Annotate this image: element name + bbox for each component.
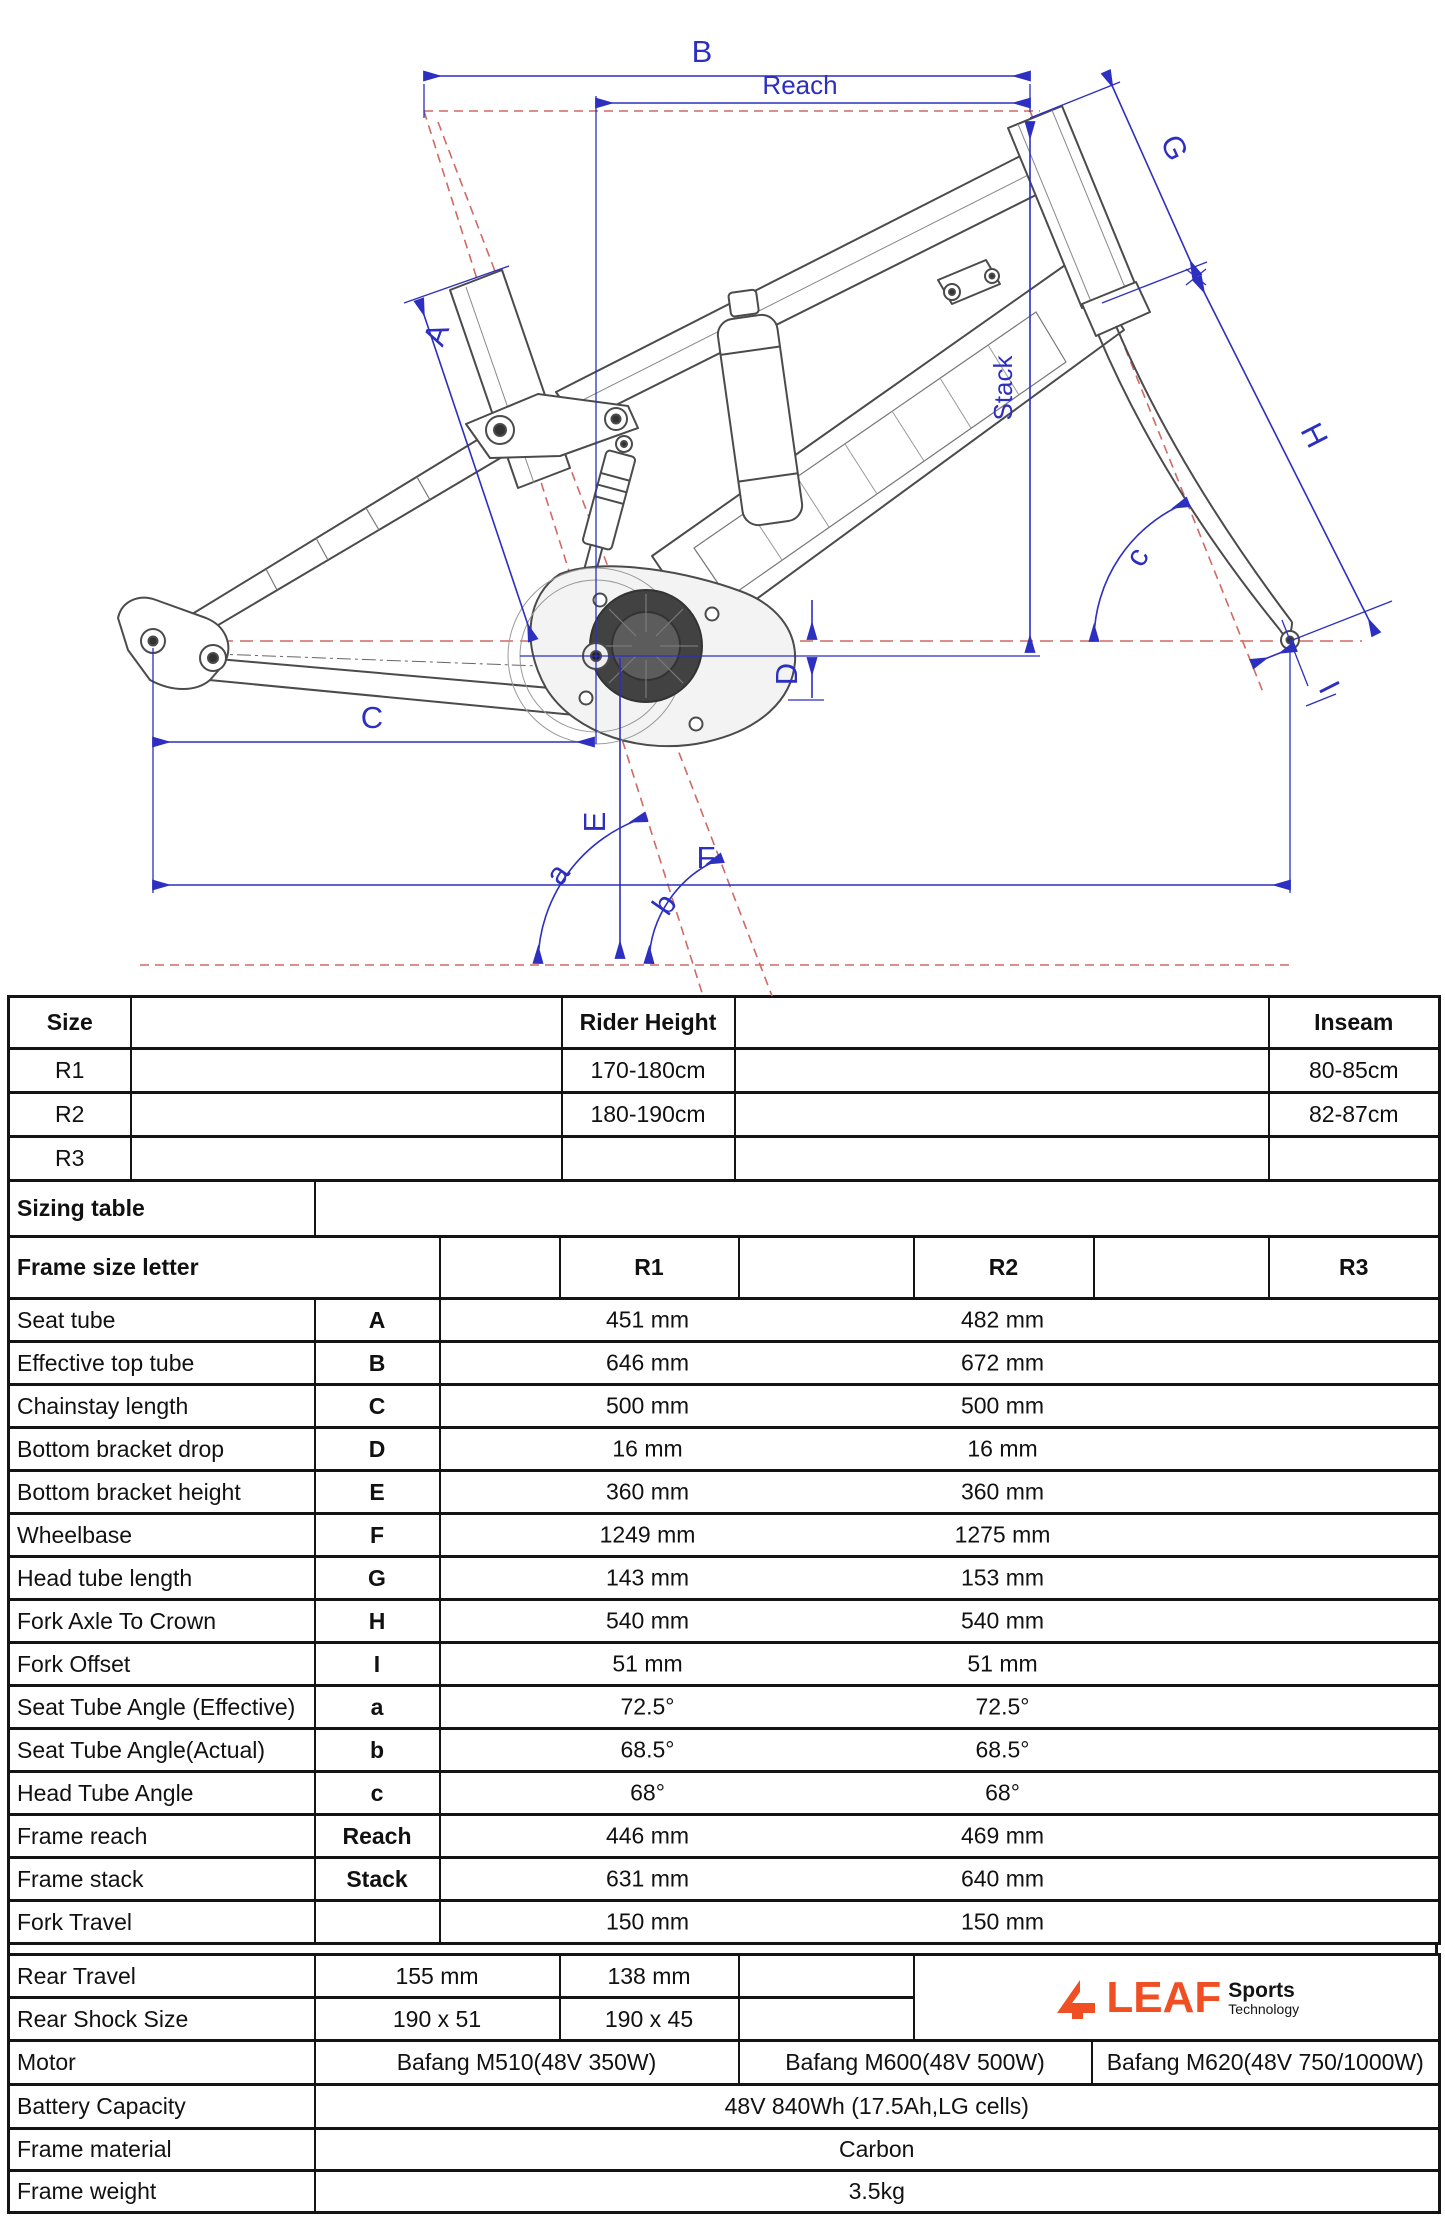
- empty-cell: [739, 1955, 914, 1998]
- dim-angle-c: [1094, 502, 1188, 641]
- geometry-label: Bottom bracket drop: [9, 1428, 315, 1471]
- geometry-label: Fork Travel: [9, 1901, 315, 1944]
- geometry-row: [9, 1342, 1440, 1385]
- empty-cell: [735, 1093, 1269, 1137]
- geometry-label: Frame stack: [9, 1858, 315, 1901]
- value-r1: 1249 mm: [599, 1521, 696, 1548]
- label-a: a: [538, 856, 577, 892]
- value-r2: 1275 mm: [954, 1521, 1051, 1548]
- geometry-label: Frame reach: [9, 1815, 315, 1858]
- geometry-letter: C: [315, 1385, 440, 1428]
- rider-size-table: [7, 995, 1441, 1182]
- seatstay: [166, 426, 514, 650]
- value-r1: 446 mm: [605, 1822, 690, 1849]
- rear-spec-table: [7, 1953, 1441, 2042]
- geometry-values: [440, 1428, 1440, 1471]
- geometry-letter: Reach: [315, 1815, 440, 1858]
- rear-shock-v1: 190 x 51: [315, 1998, 560, 2041]
- head-tube: [1008, 106, 1136, 308]
- battery-value: 48V 840Wh (17.5Ah,LG cells): [315, 2085, 1440, 2129]
- motor-option-3: Bafang M620(48V 750/1000W): [1092, 2041, 1440, 2085]
- brand-sub1: Sports: [1228, 1978, 1295, 2002]
- geometry-row: [9, 1729, 1440, 1772]
- geometry-letter: F: [315, 1514, 440, 1557]
- geometry-label: Seat Tube Angle (Effective): [9, 1686, 315, 1729]
- empty-cell: [131, 1093, 562, 1137]
- dim-I: [1252, 647, 1295, 664]
- geometry-values: [440, 1643, 1440, 1686]
- geometry-row: [9, 1815, 1440, 1858]
- empty-cell: [1094, 1237, 1269, 1299]
- col-header-r1: R1: [560, 1237, 739, 1299]
- geometry-values: [440, 1600, 1440, 1643]
- geometry-values: [440, 1471, 1440, 1514]
- empty-cell: [131, 997, 562, 1049]
- geometry-label: Head Tube Angle: [9, 1772, 315, 1815]
- geometry-values: [440, 1772, 1440, 1815]
- empty-cell: [735, 997, 1269, 1049]
- rear-travel-row: [9, 1955, 1440, 1998]
- geometry-row: [9, 1557, 1440, 1600]
- brand-logo-cell: [914, 1955, 1440, 2041]
- dim-H: [1197, 278, 1376, 634]
- empty-cell: [735, 1049, 1269, 1093]
- value-r1: 360 mm: [605, 1478, 690, 1505]
- geometry-letter: A: [315, 1299, 440, 1342]
- value-r2: 16 mm: [967, 1435, 1038, 1462]
- col-header-r3: R3: [1269, 1237, 1440, 1299]
- label-D: D: [769, 662, 804, 686]
- rear-travel-v1: 155 mm: [315, 1955, 560, 1998]
- label-E: E: [577, 811, 612, 833]
- value-r2: 469 mm: [960, 1822, 1045, 1849]
- sizing-table-title: [7, 1179, 1441, 1238]
- value-r2: 72.5°: [975, 1693, 1030, 1720]
- value-r2: 540 mm: [960, 1607, 1045, 1634]
- rear-travel-label: Rear Travel: [9, 1955, 315, 1998]
- inseam-cell: [1269, 1137, 1440, 1181]
- battery-row: [9, 2085, 1440, 2129]
- bike-frame-geometry-diagram: [0, 0, 1445, 998]
- brand-name: LEAF: [1106, 1972, 1222, 2022]
- value-r1: 16 mm: [612, 1435, 683, 1462]
- value-r1: 68°: [630, 1779, 665, 1806]
- label-F: F: [696, 840, 716, 875]
- geometry-row: [9, 1514, 1440, 1557]
- size-cell: R2: [9, 1093, 131, 1137]
- value-r1: 72.5°: [620, 1693, 675, 1720]
- geometry-letter: b: [315, 1729, 440, 1772]
- geometry-letter: D: [315, 1428, 440, 1471]
- col-header-r2: R2: [914, 1237, 1094, 1299]
- geometry-values: [440, 1557, 1440, 1600]
- geometry-letter: c: [315, 1772, 440, 1815]
- sizing-table-title-cell: Sizing table: [9, 1181, 315, 1237]
- frame-diagram-area: [0, 0, 1445, 998]
- label-G: G: [1153, 129, 1196, 166]
- value-r1: 51 mm: [612, 1650, 683, 1677]
- geometry-values: [440, 1385, 1440, 1428]
- dim-angle-a: [538, 817, 646, 963]
- frame-material-value: Carbon: [315, 2129, 1440, 2171]
- value-r1: 68.5°: [620, 1736, 675, 1763]
- value-r1: 631 mm: [605, 1865, 690, 1892]
- motor-option-2: Bafang M600(48V 500W): [739, 2041, 1092, 2085]
- label-c: c: [1117, 541, 1156, 573]
- geometry-values: [440, 1514, 1440, 1557]
- geometry-label: Seat Tube Angle(Actual): [9, 1729, 315, 1772]
- geometry-row: [9, 1600, 1440, 1643]
- geometry-row: [9, 1428, 1440, 1471]
- geometry-label: Effective top tube: [9, 1342, 315, 1385]
- value-r1: 500 mm: [605, 1392, 690, 1419]
- empty-cell: [739, 1237, 914, 1299]
- empty-cell: [440, 1237, 560, 1299]
- spec-tables: [7, 995, 1438, 2214]
- geometry-label: Bottom bracket height: [9, 1471, 315, 1514]
- value-r2: 150 mm: [960, 1908, 1045, 1935]
- value-r2: 153 mm: [960, 1564, 1045, 1591]
- empty-cell: [739, 1998, 914, 2041]
- frame-size-header: [7, 1235, 1441, 1300]
- geometry-letter: Stack: [315, 1858, 440, 1901]
- size-row-r1: [9, 1049, 1440, 1093]
- brand-logo: [915, 1972, 1439, 2022]
- general-spec-table: [7, 2083, 1441, 2214]
- battery-label: Battery Capacity: [9, 2085, 315, 2129]
- empty-cell: [131, 1137, 562, 1181]
- geometry-label: Wheelbase: [9, 1514, 315, 1557]
- label-reach: Reach: [762, 70, 838, 100]
- rider-height-cell: 180-190cm: [562, 1093, 735, 1137]
- inseam-header: Inseam: [1269, 997, 1440, 1049]
- label-I: I: [1311, 675, 1347, 700]
- label-C: C: [360, 700, 384, 735]
- geometry-letter: I: [315, 1643, 440, 1686]
- inseam-cell: 80-85cm: [1269, 1049, 1440, 1093]
- geometry-values: [440, 1342, 1440, 1385]
- geometry-row: [9, 1858, 1440, 1901]
- geometry-label: Fork Offset: [9, 1643, 315, 1686]
- motor-row: [9, 2041, 1440, 2085]
- geometry-values: [440, 1686, 1440, 1729]
- size-cell: R1: [9, 1049, 131, 1093]
- value-r1: 150 mm: [605, 1908, 690, 1935]
- geometry-row: [9, 1901, 1440, 1944]
- inseam-cell: 82-87cm: [1269, 1093, 1440, 1137]
- motor-label: Motor: [9, 2041, 315, 2085]
- value-r2: 500 mm: [960, 1392, 1045, 1419]
- value-r1: 646 mm: [605, 1349, 690, 1376]
- geometry-values: [440, 1299, 1440, 1342]
- value-r2: 482 mm: [960, 1306, 1045, 1333]
- frame-weight-row: [9, 2171, 1440, 2213]
- label-H: H: [1293, 417, 1336, 454]
- value-r2: 51 mm: [967, 1650, 1038, 1677]
- brand-sub2: Technology: [1228, 2000, 1300, 2017]
- fork-blade: [1098, 334, 1280, 630]
- rider-height-header: Rider Height: [562, 997, 735, 1049]
- value-r2: 68°: [985, 1779, 1020, 1806]
- label-A: A: [416, 318, 457, 351]
- motor-table: [7, 2039, 1441, 2086]
- label-b: b: [645, 886, 684, 922]
- value-r2: 68.5°: [975, 1736, 1030, 1763]
- geometry-row: [9, 1772, 1440, 1815]
- frame-weight-value: 3.5kg: [315, 2171, 1440, 2213]
- value-r1: 143 mm: [605, 1564, 690, 1591]
- empty-cell: [735, 1137, 1269, 1181]
- geometry-row: [9, 1643, 1440, 1686]
- empty-cell: [315, 1181, 1440, 1237]
- geometry-label: Fork Axle To Crown: [9, 1600, 315, 1643]
- empty-cell: [131, 1049, 562, 1093]
- value-r1: 540 mm: [605, 1607, 690, 1634]
- value-r2: 672 mm: [960, 1349, 1045, 1376]
- rider-height-cell: [562, 1137, 735, 1181]
- geometry-letter: E: [315, 1471, 440, 1514]
- geometry-values: [440, 1729, 1440, 1772]
- rear-shock-label: Rear Shock Size: [9, 1998, 315, 2041]
- geometry-values: [440, 1901, 1440, 1944]
- frame-material-label: Frame material: [9, 2129, 315, 2171]
- geometry-letter: G: [315, 1557, 440, 1600]
- rear-travel-v2: 138 mm: [560, 1955, 739, 1998]
- geometry-row: [9, 1471, 1440, 1514]
- value-r1: 451 mm: [605, 1306, 690, 1333]
- size-header: Size: [9, 997, 131, 1049]
- geometry-values: [440, 1858, 1440, 1901]
- geometry-letter: H: [315, 1600, 440, 1643]
- geometry-label: Seat tube: [9, 1299, 315, 1342]
- frame-weight-label: Frame weight: [9, 2171, 315, 2213]
- value-r2: 640 mm: [960, 1865, 1045, 1892]
- frame-size-letter-header: Frame size letter: [9, 1237, 440, 1299]
- frame-drawing: [118, 106, 1299, 746]
- motor-option-1: Bafang M510(48V 350W): [315, 2041, 739, 2085]
- geometry-letter: B: [315, 1342, 440, 1385]
- logo-4-icon: [1053, 1975, 1099, 2021]
- label-stack: Stack: [988, 355, 1018, 421]
- size-row-r3: [9, 1137, 1440, 1181]
- geometry-letter: a: [315, 1686, 440, 1729]
- size-row-r2: [9, 1093, 1440, 1137]
- geometry-label: Head tube length: [9, 1557, 315, 1600]
- label-B: B: [691, 34, 713, 69]
- geometry-label: Chainstay length: [9, 1385, 315, 1428]
- geometry-row: [9, 1686, 1440, 1729]
- geometry-table: [7, 1297, 1441, 1945]
- geometry-letter: [315, 1901, 440, 1944]
- geometry-values: [440, 1815, 1440, 1858]
- rear-shock-v2: 190 x 45: [560, 1998, 739, 2041]
- size-cell: R3: [9, 1137, 131, 1181]
- rider-height-cell: 170-180cm: [562, 1049, 735, 1093]
- geometry-row: [9, 1299, 1440, 1342]
- water-bottle: [712, 287, 804, 527]
- geometry-row: [9, 1385, 1440, 1428]
- frame-material-row: [9, 2129, 1440, 2171]
- value-r2: 360 mm: [960, 1478, 1045, 1505]
